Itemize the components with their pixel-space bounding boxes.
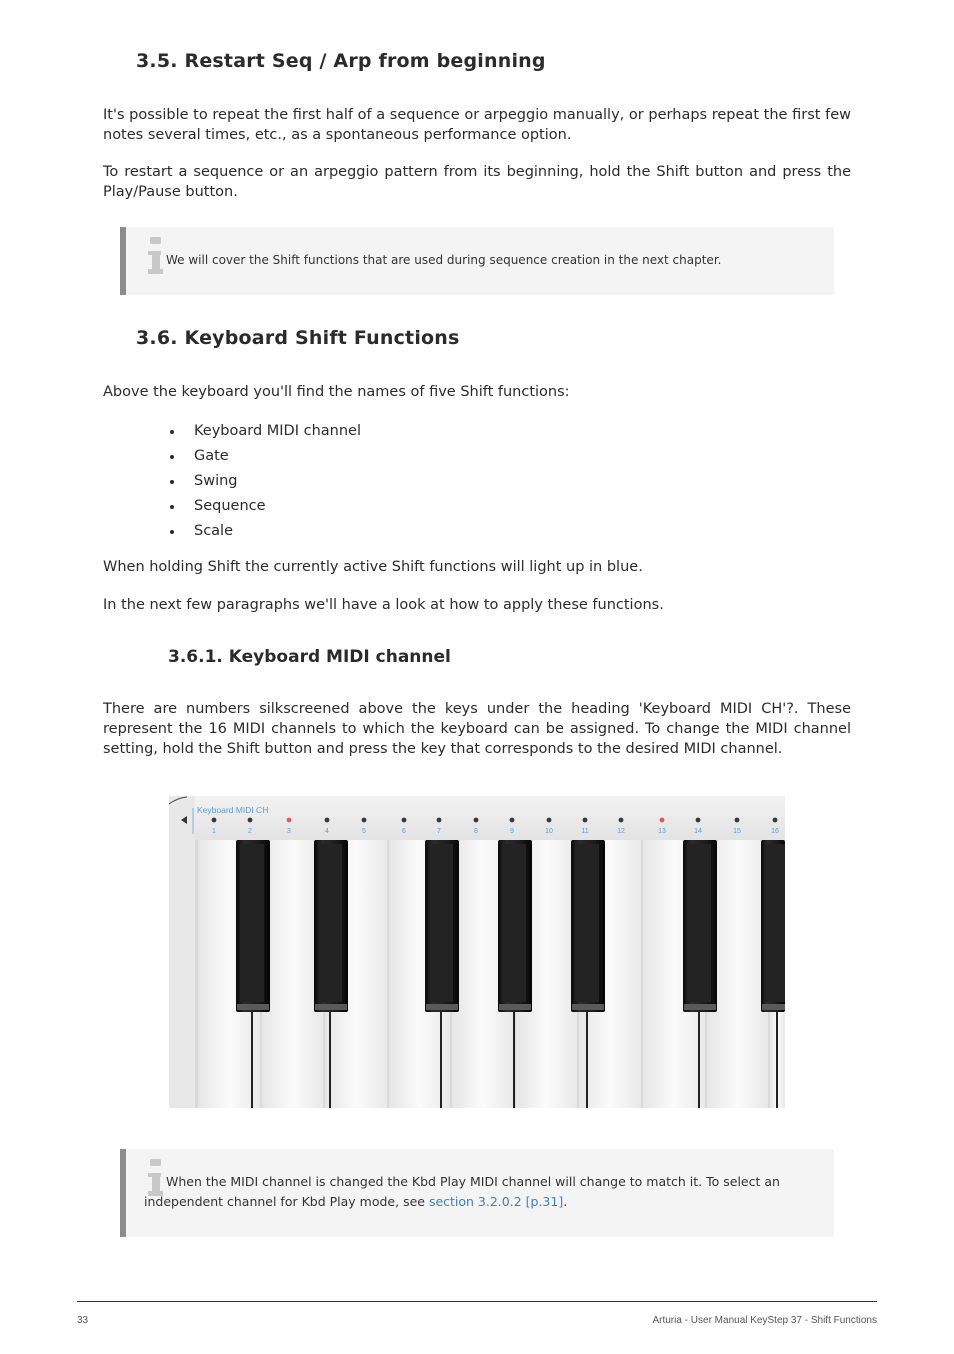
channel-led <box>248 818 253 823</box>
section-heading-3-6: 3.6. Keyboard Shift Functions <box>136 327 460 349</box>
channel-led <box>287 818 292 823</box>
channel-number: 16 <box>771 828 779 835</box>
channel-number: 13 <box>658 828 666 835</box>
list-item <box>168 519 361 544</box>
channel-number: 7 <box>437 828 441 835</box>
channel-number: 9 <box>510 828 514 835</box>
section-heading-3-5: 3.5. Restart Seq / Arp from beginning <box>136 50 546 72</box>
info-note-text <box>144 1172 824 1212</box>
channel-led <box>437 818 442 823</box>
panel-label: Keyboard MIDI CH <box>197 805 269 815</box>
channel-led <box>510 818 515 823</box>
info-note-text: We will cover the Shift functions that are used during sequence creation in the next chapter. <box>166 253 722 267</box>
channel-number: 2 <box>248 828 252 835</box>
list-item-label: Gate <box>194 448 229 464</box>
list-item <box>168 444 361 469</box>
channel-led <box>696 818 701 823</box>
list-item-label: Swing <box>194 473 238 489</box>
bullet-dot <box>170 530 174 534</box>
list-item <box>168 494 361 519</box>
section-link[interactable]: section 3.2.0.2 [p.31] <box>428 1194 564 1209</box>
channel-number: 6 <box>402 828 406 835</box>
bullet-dot <box>170 455 174 459</box>
list-item <box>168 469 361 494</box>
note-text-part: . <box>563 1194 568 1209</box>
list-item-label: Sequence <box>194 498 266 514</box>
paragraph-intro: Above the keyboard you'll find the names of five Shift functions: <box>103 384 570 400</box>
keyboard-midi-channel-figure <box>169 796 785 1108</box>
shift-function-list <box>168 419 361 544</box>
bullet-dot <box>170 430 174 434</box>
paragraph-blue-light: When holding Shift the currently active Shift functions will light up in blue. <box>103 559 643 575</box>
channel-number: 3 <box>287 828 291 835</box>
channel-led <box>547 818 552 823</box>
footer-title: Arturia - User Manual KeyStep 37 - Shift Functions <box>652 1315 877 1326</box>
channel-led <box>325 818 330 823</box>
channel-led <box>212 818 217 823</box>
info-note-kbd-play <box>120 1149 834 1237</box>
bullet-dot <box>170 480 174 484</box>
note-text-part: When the MIDI channel is changed the Kbd Play MIDI channel will change to match it. To select an independent channel for Kbd Play mode, see <box>144 1174 780 1209</box>
channel-number: 10 <box>545 828 553 835</box>
channel-led <box>474 818 479 823</box>
channel-led <box>402 818 407 823</box>
channel-led <box>773 818 778 823</box>
channel-number: 15 <box>733 828 741 835</box>
channel-number: 1 <box>212 828 216 835</box>
info-note-shift <box>120 227 834 295</box>
channel-number: 12 <box>617 828 625 835</box>
section-heading-3-6-1: 3.6.1. Keyboard MIDI channel <box>168 647 451 667</box>
paragraph-restart: To restart a sequence or an arpeggio pattern from its beginning, hold the Shift button and press the Play/Pause button. <box>103 164 851 200</box>
list-item <box>168 419 361 444</box>
list-item-label: Scale <box>194 523 234 539</box>
channel-led <box>583 818 588 823</box>
keyboard-left-edge <box>169 796 195 1108</box>
bullet-dot <box>170 505 174 509</box>
channel-led <box>362 818 367 823</box>
paragraph-repeat: It's possible to repeat the first half of a sequence or arpeggio manually, or perhaps repeat the first few notes several times, etc., as a spontaneous performance option. <box>103 107 851 143</box>
channel-number: 14 <box>694 828 702 835</box>
paragraph-next: In the next few paragraphs we'll have a look at how to apply these functions. <box>103 597 664 613</box>
paragraph-midi-channel: There are numbers silkscreened above the keys under the heading 'Keyboard MIDI CH'?. These represent the 16 MIDI channels to which the keyboard can be assigned. To change the MIDI channel setting, hold the Shift button and press the key that corresponds to the desired MIDI channel. <box>103 701 851 757</box>
footer-rule <box>77 1301 877 1302</box>
channel-number: 11 <box>581 828 589 835</box>
channel-number: 8 <box>474 828 478 835</box>
info-icon <box>147 237 163 275</box>
channel-led <box>619 818 624 823</box>
page-number: 33 <box>77 1315 89 1326</box>
channel-led <box>660 818 665 823</box>
channel-led <box>735 818 740 823</box>
channel-number: 4 <box>325 828 329 835</box>
channel-number: 5 <box>362 828 366 835</box>
list-item-label: Keyboard MIDI channel <box>194 423 361 439</box>
white-key <box>262 840 323 1108</box>
